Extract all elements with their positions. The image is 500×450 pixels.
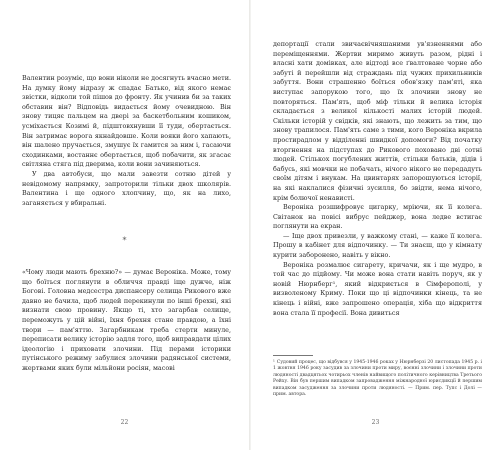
paragraph: депортації стали звичаєвічняшаними ув'язненнями або переміщеннями. Жертви миримо живуть разом, рідні і власні хати домівках, але відтоді все ґвалтоване чорне або забуті й перейшли від страждань під чужих прихильників забуття. Вони страшенно боїться обов'язку пам'яті, яка виступає запорукою того, що їх злочини знову не повторяться. Пам'ять, щоб міф тільки й велика історія складається з великої кількості малих історій людей. Скільки історій у свідків, які знають, що лежить за тим, що знову трапилося. Пам'ять саме з тими, кого Вероніка вкрила простирадлом у відділенні швидкої допомоги? Від початку вторгнення на підступах до Рикового поховано дві сотні людей. Стількох погублених життів, стільки батьків, дідів і бабусь, які мовчки не побачать, нічого нікого не передадуть своїм дітям і внукам. На цвинтарях запорошуються історії, на які наклалися фізичні зусилля, бо звідти, нема нічого, крім болючої ненависті.	[273, 40, 482, 202]
paragraph: Вероніка розмалює сигарету, кричачи, як і ще мудро, в той час до підйому. Чи може вона стати навіть поруч, як у новій Нюрнберг¹, який відкриється в Сімферополі, у визволеному Криму. Поки що ці відпочинки кінець, та не кінець і війні, вже запрошено операція, хіба що відкриття вона стала її професії. Вона дивиться	[273, 260, 482, 317]
paragraph: Валентин розуміє, що вони ніколи не досягнуть вчасно мети. На думку йому відразу ж спадає Батько, від якого немає звістки, відколи той пішов до фронту. Як учинив би за таких обставин він? Відповідь видається йому очевидною. Він знову тицяє пальцем на двері за баскетбольним кошиком, усміхається Козимі й, підштовхнувши її туди, обертається. Він затримає ворога якнайдовше. Коли вояки його хапають, він шалено пручається, змушує їх гамится за ним і, гасаючи сходинками, востаннє обертається, щоб побачити, як згасає світляна стяга під дверима, коли вони зачиняються.	[22, 74, 231, 169]
paragraph: Вероніка розшифровує цигарку, мріючи, як її колега. Світанок на повісі вибрус пейджер, вона ледве встигає поглянути на екран.	[273, 203, 482, 231]
footnote	[273, 360, 482, 398]
footnote-text: Судовий процес, що відбувся у 1945-1946 роках у Нюрнберзі 20 листопада 1945 р. і 1 жовтня 1946 року засудив за злочини проти миру, воєнні злочини і злочини проти людяності двадцятьох чотирьох членів найвищого політичного керівництва Третього Рейху. Він був першим випадком запровадження міжнародної юрисдикції й першим випадком засудження за злочини проти людяності. — Прим. пер.	[273, 360, 482, 391]
page-number: 23	[371, 419, 380, 426]
right-page-text	[273, 40, 482, 318]
page-number: 22	[120, 419, 129, 426]
footnote-attribution: Тупс і Долі — прим. автора.	[273, 385, 483, 398]
paragraph: «Чому люди мають брехню?» — думає Вероніка. Може, тому що боїться поглянути в обличчя правді іще дужче, ніж Богові. Головна медсестра диспансеру селища Рикового вже давно не бачила, щоб людей перекинули по інші брехні, які визнати свою провину. Якщо ті, хто загарбав селище, переможуть у цій війні, їхня брехня стане правдою, а їхні твори — пам'яттю. Загарбникам треба стерти минуле, переписати велику історію задля того, щоб виправдати цілих ідеологію і приховати злочини. Під перами історики путінського режиму забулися злочини радянської системи, жертвами яких були мільйони росіян, масові	[22, 268, 231, 372]
section-separator: *	[122, 236, 127, 245]
left-page-bottom-text	[22, 268, 231, 374]
paragraph: У два автобуси, що мали завезти сотню дітей у невідомому напрямку, запроторили тільки двох школярів. Валентина і ще одного хлопчину, що, як на лихо, заганяється у вбиральні.	[22, 169, 231, 207]
left-page-top-text	[22, 74, 231, 208]
footnote-divider	[273, 355, 313, 356]
right-page	[251, 0, 500, 450]
footnote-mark: ¹	[273, 360, 275, 365]
paragraph: — Іще двох привезли, у важкому стані, — каже її колега. Прошу в кабінет для відпочинку. — Ти знаєш, що у кімнату курити заборонено, навіть у вікно.	[273, 231, 482, 260]
left-page	[0, 0, 249, 450]
